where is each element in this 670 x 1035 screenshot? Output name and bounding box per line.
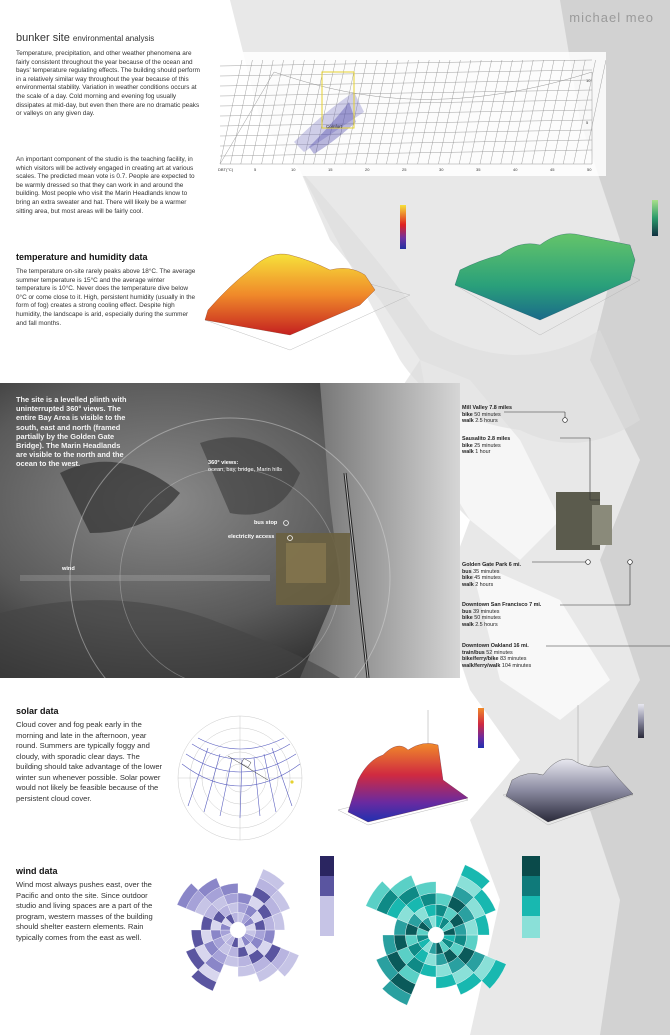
temperature-paragraph: The temperature on-site rarely peaks above 18°C. The average summer temperature is 15°C and the average winter temperature is 10°C. Never does the temperature dive below 0°C or come close to it. High, persistent humidity (usually in the form of fog) creates a strong cooling effect. Despite high humidity, the landscape is arid, especially during the summer and fall months. [16,268,196,327]
temperature-color-scale [400,205,406,249]
solar-heading: solar data [16,706,59,716]
psy-tick-label: 20 [365,167,370,172]
intro-paragraph-1: Temperature, precipitation, and other weather phenomena are fairly consistent throughout the year because of the ocean and bays' temperature regulating effects. The building should perform in a relatively similar way throughout the year because of this environmental stability. Variation in weather conditions occurs at the scale of a day. Cold morning and evening fog usually dissipates at mid-day, but even then there are no dramatic peaks or valleys on any given day. [16,50,200,118]
temperature-heading: temperature and humidity data [16,252,148,262]
psy-right-tick-1: 10 [586,78,591,83]
psy-axis-label: DBT(°C) [218,167,234,172]
cloud-color-scale [638,704,644,738]
temperature-surface-plot [200,200,415,360]
wind-heading: wind data [16,866,58,876]
humidity-color-scale [652,200,658,236]
solar-paragraph: Cloud cover and fog peak early in the morning and late in the afternoon, year round. Summers are typically foggy and cloudy, with sporadic clear days. The building should take advantage of the lower winter sun whenever possible. Solar power would not likely be feasible because of the persistent cloud cover. [16,720,163,803]
sun-path-diagram [168,708,318,843]
electricity-label: electricity access [228,534,275,540]
site-description: The site is a levelled plinth with uninterrupted 360° views. The entire Bay Area is visible to the south, east and north (framed partially by the Golden Gate Bridge). The Marin Headlands are visible to the north and the ocean to the west. [16,395,127,469]
wind-label: wind [62,566,75,572]
commute-place: Mill Valley 7.8 miles [462,405,513,411]
intro-paragraph-2: An important component of the studio is the teaching facility, in which visitors will be actively engaged in creating art at various scales. The predicted mean vote is 0.7. People are expected to be warmly dressed so that they can work in and around the building. Most people who visit the Marin Headlands know to bring an extra sweater and hat. There will likely be a warmer sitting area, but most areas will be fairly cool. [16,156,195,215]
bus-stop-label: bus stop [254,520,278,526]
views-label: 360° views: [208,460,239,466]
views-sub-label: ocean, bay, bridge, Marin hills [208,467,282,473]
psy-tick-label: 5 [254,167,257,172]
commute-place: Downtown Oakland 16 mi. [462,643,529,649]
commute-golden-gate-park: Golden Gate Park 6 mi. bus 35 minutes bike 45 minutes walk 2 hours [462,562,522,589]
comfort-label: Comfort [326,124,343,129]
psy-tick-label: 30 [439,167,444,172]
title-main: bunker site [16,32,70,44]
solar-radiation-surface [328,700,498,840]
commute-downtown-sf: Downtown San Francisco 7 mi. bus 39 minutes bike 50 minutes walk 2.5 hours [462,602,542,629]
commute-place: Golden Gate Park 6 mi. [462,562,522,568]
humidity-surface-plot [440,200,670,360]
psy-tick-label: 15 [328,167,333,172]
page-title [16,32,154,44]
commute-downtown-oakland: Downtown Oakland 16 mi. train/bus 52 minutes bike/ferry/bike 83 minutes walk/ferry/walk 104 minutes [462,643,532,670]
psy-tick-label: 50 [587,167,592,172]
solar-color-scale [478,708,484,748]
title-sub: environmental analysis [72,34,155,43]
psychrometric-chart [214,52,606,176]
author-name: michael meo [569,10,654,25]
commute-place: Sausalito 2.8 miles [462,436,511,442]
commute-mill-valley: Mill Valley 7.8 miles bike 50 minutes walk 2.5 hours [462,405,513,425]
wind-paragraph: Wind most always pushes east, over the Pacific and onto the site. Since outdoor studio and living spaces are a part of the program, western masses of the building should shelter eastern elements. Rain typically comes from the east as well. [16,880,153,942]
psy-tick-label: 25 [402,167,407,172]
psy-right-tick-2: 5 [586,120,589,125]
psy-tick-label: 45 [550,167,555,172]
wind-rose-frequency [168,850,348,1020]
psy-tick-label: 10 [291,167,296,172]
cloud-cover-surface [498,700,658,840]
wind-rose-speed [356,850,556,1030]
psy-tick-label: 35 [476,167,481,172]
psy-tick-label: 40 [513,167,518,172]
commute-sausalito: Sausalito 2.8 miles bike 25 minutes walk 1 hour [462,436,511,456]
commute-place: Downtown San Francisco 7 mi. [462,602,542,608]
